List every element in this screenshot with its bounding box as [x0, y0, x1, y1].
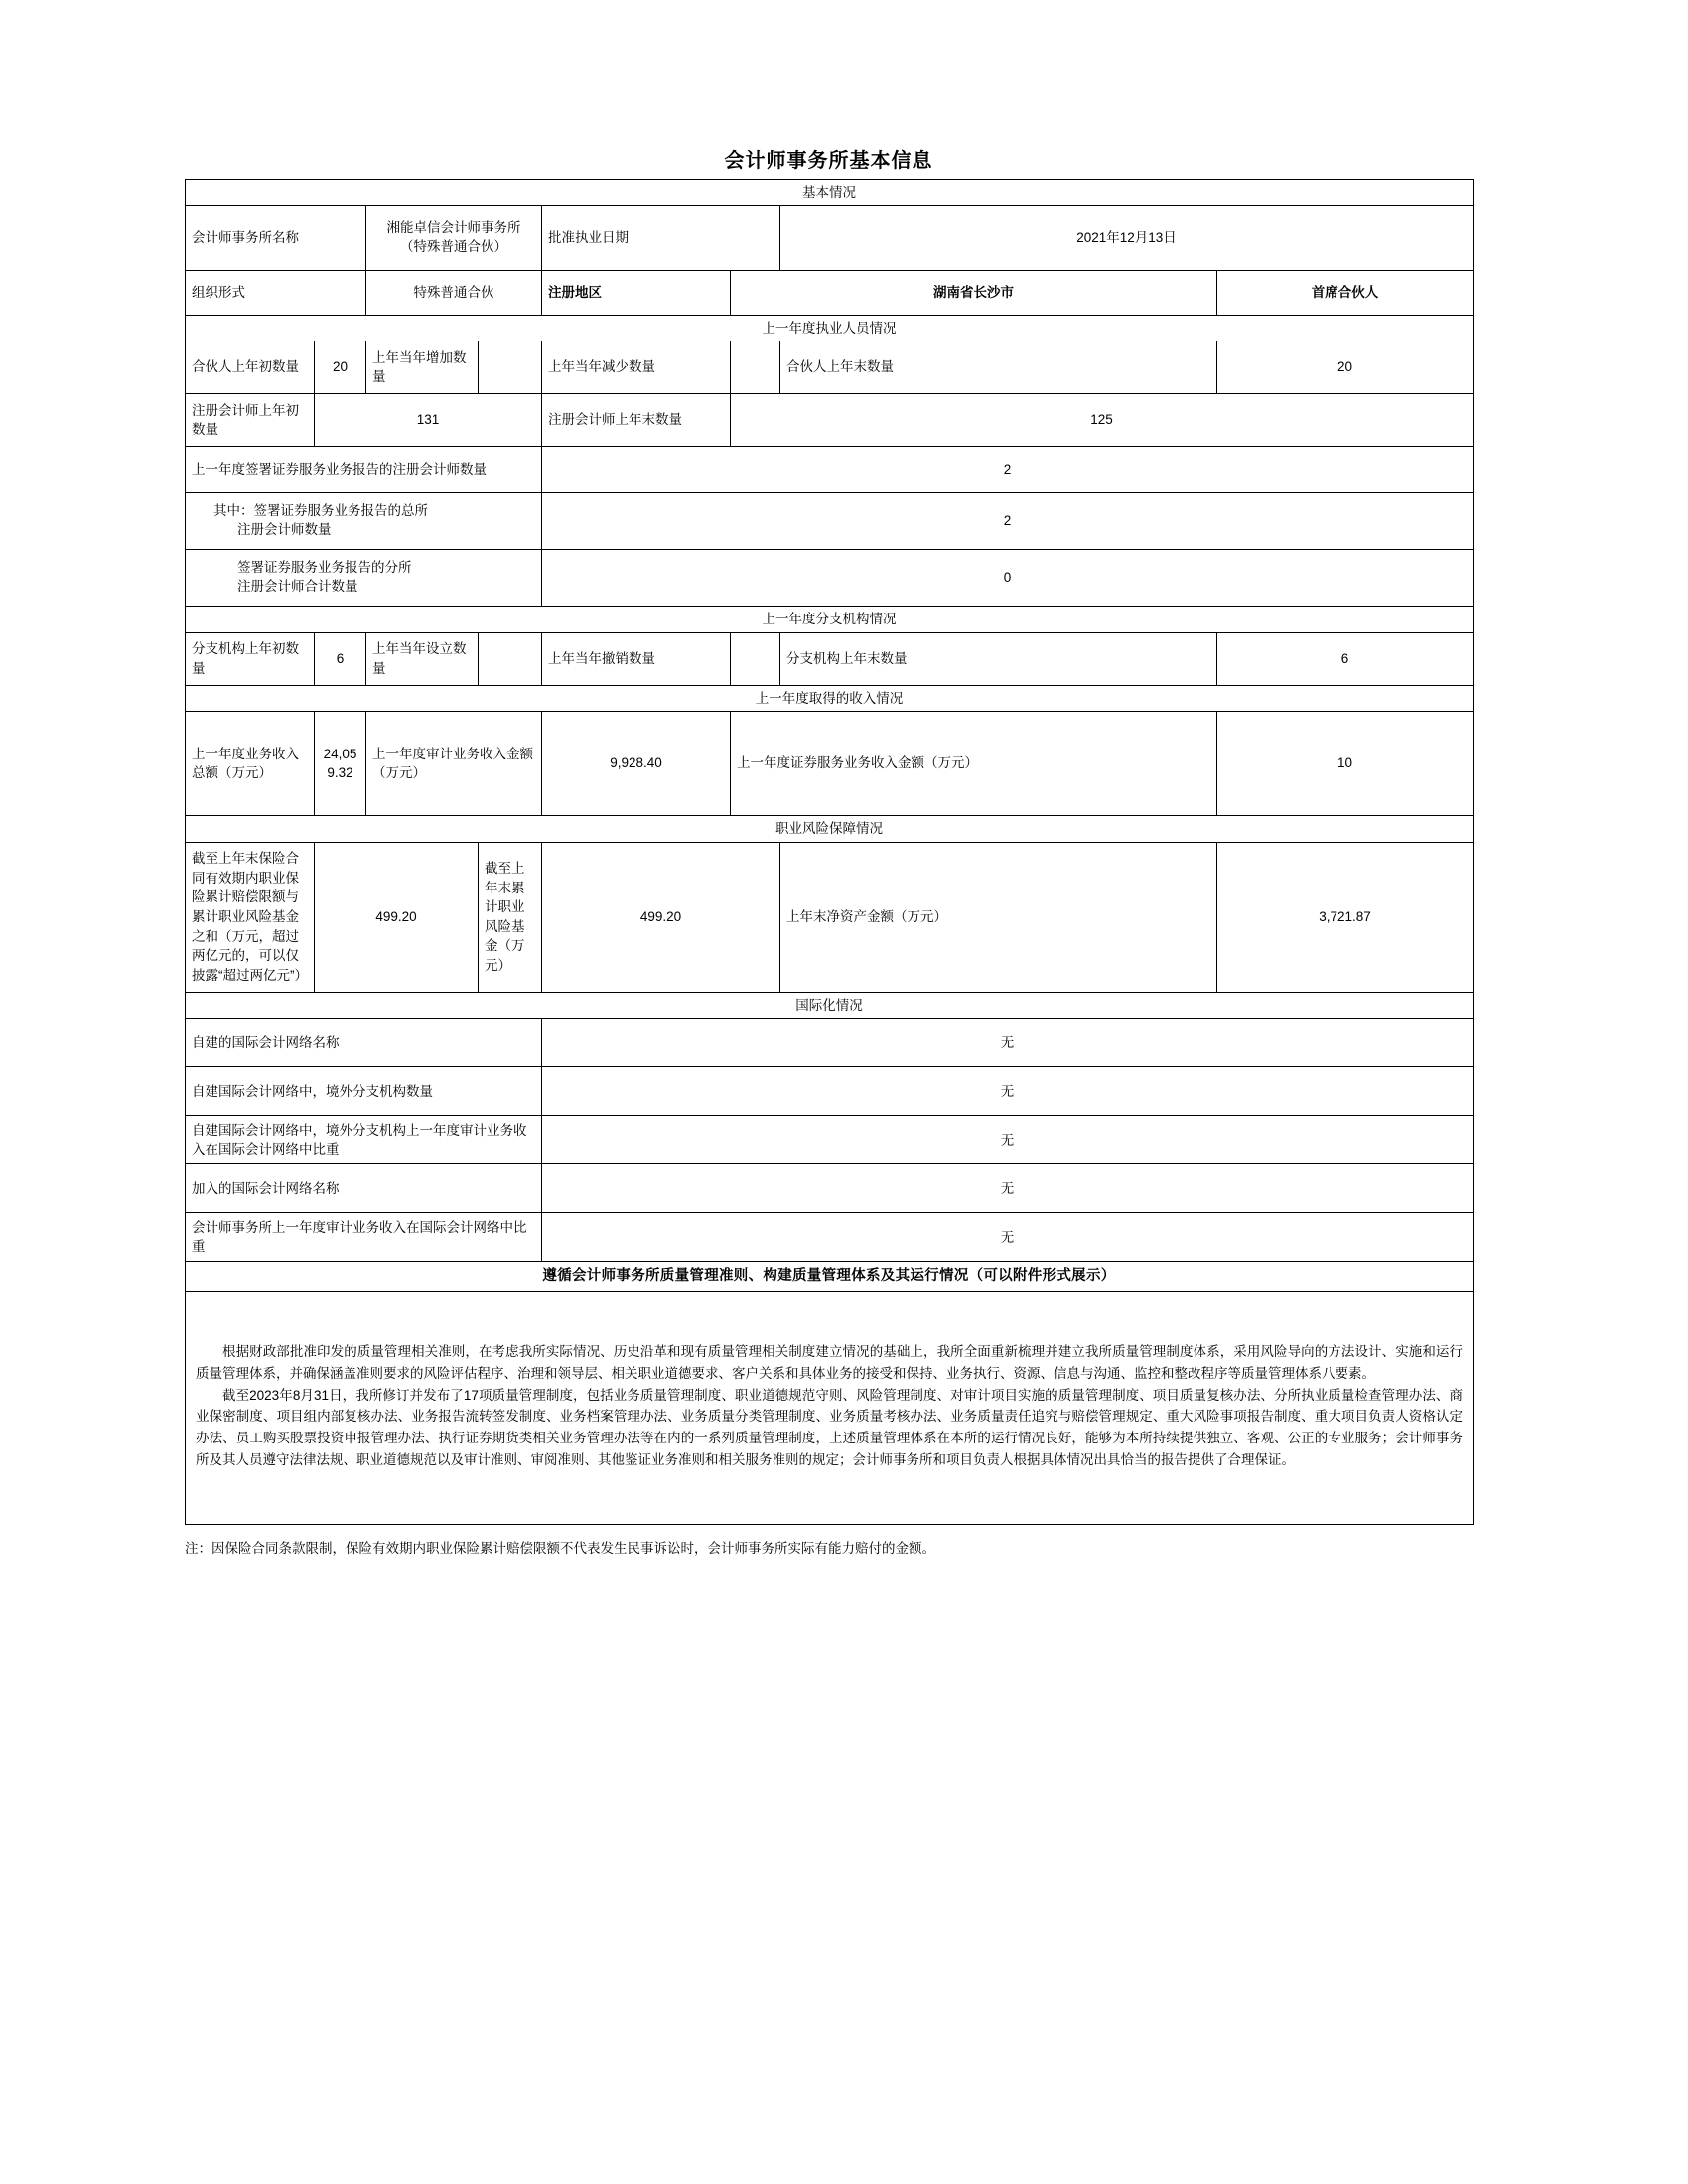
- fund-label: 截至上年末累计职业风险基金（万元）: [479, 842, 542, 992]
- intl-value-0: 无: [542, 1019, 1474, 1067]
- section-header-international: 国际化情况: [186, 992, 1474, 1019]
- region-value: 湖南省长沙市: [731, 270, 1217, 315]
- table-row-org-form: [186, 270, 1474, 315]
- section-header-basic: 基本情况: [186, 180, 1474, 206]
- intl-label-2: 自建国际会计网络中，境外分支机构上一年度审计业务收入在国际会计网络中比重: [186, 1116, 542, 1164]
- region-label: 注册地区: [542, 270, 731, 315]
- partner-end-label: 合伙人上年末数量: [780, 341, 1217, 394]
- table-row-intl-1: [186, 1067, 1474, 1116]
- net-asset-label: 上年末净资产金额（万元）: [780, 842, 1217, 992]
- branch-begin-value: 6: [315, 632, 366, 685]
- table-row-branch-counts: [186, 632, 1474, 685]
- sign-branch-value: 0: [542, 550, 1474, 607]
- intl-label-4: 会计师事务所上一年度审计业务收入在国际会计网络中比重: [186, 1213, 542, 1262]
- sign-branch-label-line-1: 签署证券服务业务报告的分所: [237, 560, 412, 576]
- cpa-begin-label: 注册会计师上年初数量: [186, 394, 315, 447]
- partner-begin-label: 合伙人上年初数量: [186, 341, 315, 394]
- intl-value-4: 无: [542, 1213, 1474, 1262]
- section-row-income: [186, 685, 1474, 712]
- chief-partner-cell: [1217, 270, 1474, 315]
- table-row-intl-0: [186, 1019, 1474, 1067]
- sign-securities-label: 上一年度签署证券服务业务报告的注册会计师数量: [186, 447, 542, 493]
- table-row-quality-narrative: [186, 1292, 1474, 1525]
- section-header-quality: 遵循会计师事务所质量管理准则、构建质量管理体系及其运行情况（可以附件形式展示）: [186, 1262, 1474, 1292]
- firm-name-label: 会计师事务所名称: [186, 205, 366, 270]
- table-row-cpa-counts: [186, 394, 1474, 447]
- sign-head-office-label: [186, 493, 542, 550]
- firm-name-line-1: 湘能卓信会计师事务所: [386, 219, 521, 235]
- table-row-sign-securities: [186, 447, 1474, 493]
- section-row-international: [186, 992, 1474, 1019]
- fund-value: 499.20: [542, 842, 780, 992]
- table-row-sign-branch: [186, 550, 1474, 607]
- partner-increase-label: 上年当年增加数量: [366, 341, 479, 394]
- section-header-income: 上一年度取得的收入情况: [186, 685, 1474, 712]
- branch-end-label: 分支机构上年末数量: [780, 632, 1217, 685]
- section-header-staff: 上一年度执业人员情况: [186, 315, 1474, 341]
- sign-securities-value: 2: [542, 447, 1474, 493]
- intl-label-3: 加入的国际会计网络名称: [186, 1164, 542, 1213]
- table-row-intl-3: [186, 1164, 1474, 1213]
- table-row-income: [186, 712, 1474, 816]
- intl-label-0: 自建的国际会计网络名称: [186, 1019, 542, 1067]
- securities-income-label: 上一年度证券服务业务收入金额（万元）: [731, 712, 1217, 816]
- branch-end-value: 6: [1217, 632, 1474, 685]
- section-row-basic: [186, 180, 1474, 206]
- branch-setup-value: [479, 632, 542, 685]
- footnote: 注：因保险合同条款限制，保险有效期内职业保险累计赔偿限额不代表发生民事诉讼时，会计师事务所实际有能力赔付的金额。: [185, 1541, 935, 1557]
- org-form-value: 特殊普通合伙: [366, 270, 542, 315]
- chief-partner-label: 首席合伙人: [1311, 284, 1379, 300]
- audit-income-value: 9,928.40: [542, 712, 731, 816]
- report-sheet: [185, 149, 1473, 1560]
- section-row-risk: [186, 816, 1474, 843]
- sign-head-office-value: 2: [542, 493, 1474, 550]
- sign-branch-label: [186, 550, 542, 607]
- org-form-label: 组织形式: [186, 270, 366, 315]
- section-row-quality: [186, 1262, 1474, 1292]
- cpa-begin-value: 131: [315, 394, 542, 447]
- table-row-intl-4: [186, 1213, 1474, 1262]
- partner-end-value: 20: [1217, 341, 1474, 394]
- insurance-value: 499.20: [315, 842, 479, 992]
- firm-name-line-2: （特殊普通合伙）: [400, 238, 507, 254]
- approval-date-value: 2021年12月13日: [780, 205, 1474, 270]
- partner-decrease-label: 上年当年减少数量: [542, 341, 731, 394]
- partner-begin-value: 20: [315, 341, 366, 394]
- total-income-value: 24,059.32: [315, 712, 366, 816]
- insurance-label: 截至上年末保险合同有效期内职业保险累计赔偿限额与累计职业风险基金之和（万元，超过两亿元的，可以仅披露“超过两亿元”）: [186, 842, 315, 992]
- table-row-firm-name: [186, 205, 1474, 270]
- intl-value-1: 无: [542, 1067, 1474, 1116]
- cpa-end-value: 125: [731, 394, 1474, 447]
- intl-value-3: 无: [542, 1164, 1474, 1213]
- cpa-end-label: 注册会计师上年末数量: [542, 394, 731, 447]
- partner-increase-value: [479, 341, 542, 394]
- audit-income-label: 上一年度审计业务收入金额（万元）: [366, 712, 542, 816]
- quality-paragraph-1: 根据财政部批准印发的质量管理相关准则，在考虑我所实际情况、历史沿革和现有质量管理相关制度建立情况的基础上，我所全面重新梳理并建立我所质量管理制度体系，采用风险导向的方法设计、实施和运行质量管理体系，并确保涵盖准则要求的风险评估程序、治理和领导层、相关职业道德要求、客户关系和具体业务的接受和保持、业务执行、资源、信息与沟通、监控和整改程序等质量管理体系八要素。: [196, 1343, 1463, 1381]
- branch-revoke-label: 上年当年撤销数量: [542, 632, 731, 685]
- branch-revoke-value: [731, 632, 780, 685]
- securities-income-value: 10: [1217, 712, 1474, 816]
- table-row-intl-2: [186, 1116, 1474, 1164]
- sign-head-office-label-line-1: 其中：签署证券服务业务报告的总所: [213, 503, 428, 519]
- quality-narrative-cell: [186, 1292, 1474, 1525]
- section-header-risk: 职业风险保障情况: [186, 816, 1474, 843]
- table-row-partner-counts: [186, 341, 1474, 394]
- section-header-branch: 上一年度分支机构情况: [186, 607, 1474, 633]
- net-asset-value: 3,721.87: [1217, 842, 1474, 992]
- quality-paragraph-2: 截至2023年8月31日，我所修订并发布了17项质量管理制度，包括业务质量管理制度、职业道德规范守则、风险管理制度、对审计项目实施的质量管理制度、项目质量复核办法、分所执业质量检查管理办法、商业保密制度、项目组内部复核办法、业务报告流转签发制度、业务档案管理办法、业务质量分类管理制度、业务质量考核办法、业务质量责任追究与赔偿管理规定、重大风险事项报告制度、重大项目负责人资格认定办法、员工购买股票投资申报管理办法、执行证券期货类相关业务管理办法等在内的一系列质量管理制度，上述质量管理体系在本所的运行情况良好，能够为本所持续提供独立、客观、公正的专业服务；会计师事务所及其人员遵守法律法规、职业道德规范以及审计准则、审阅准则、其他鉴证业务准则和相关服务准则的规定；会计师事务所和项目负责人根据具体情况出具恰当的报告提供了合理保证。: [196, 1387, 1463, 1468]
- intl-value-2: 无: [542, 1116, 1474, 1164]
- partner-decrease-value: [731, 341, 780, 394]
- approval-date-label: 批准执业日期: [542, 205, 780, 270]
- intl-label-1: 自建国际会计网络中，境外分支机构数量: [186, 1067, 542, 1116]
- section-row-branch: [186, 607, 1474, 633]
- sign-head-office-label-line-2: 注册会计师数量: [237, 522, 332, 538]
- page-title: 会计师事务所基本信息: [724, 150, 933, 172]
- total-income-label: 上一年度业务收入总额（万元）: [186, 712, 315, 816]
- table-row-risk: [186, 842, 1474, 992]
- branch-setup-label: 上年当年设立数量: [366, 632, 479, 685]
- firm-name-value: [366, 205, 542, 270]
- section-row-staff: [186, 315, 1474, 341]
- table-row-sign-head-office: [186, 493, 1474, 550]
- sign-branch-label-line-2: 注册会计师合计数量: [237, 579, 358, 595]
- branch-begin-label: 分支机构上年初数量: [186, 632, 315, 685]
- firm-basic-info-table: [185, 179, 1474, 1525]
